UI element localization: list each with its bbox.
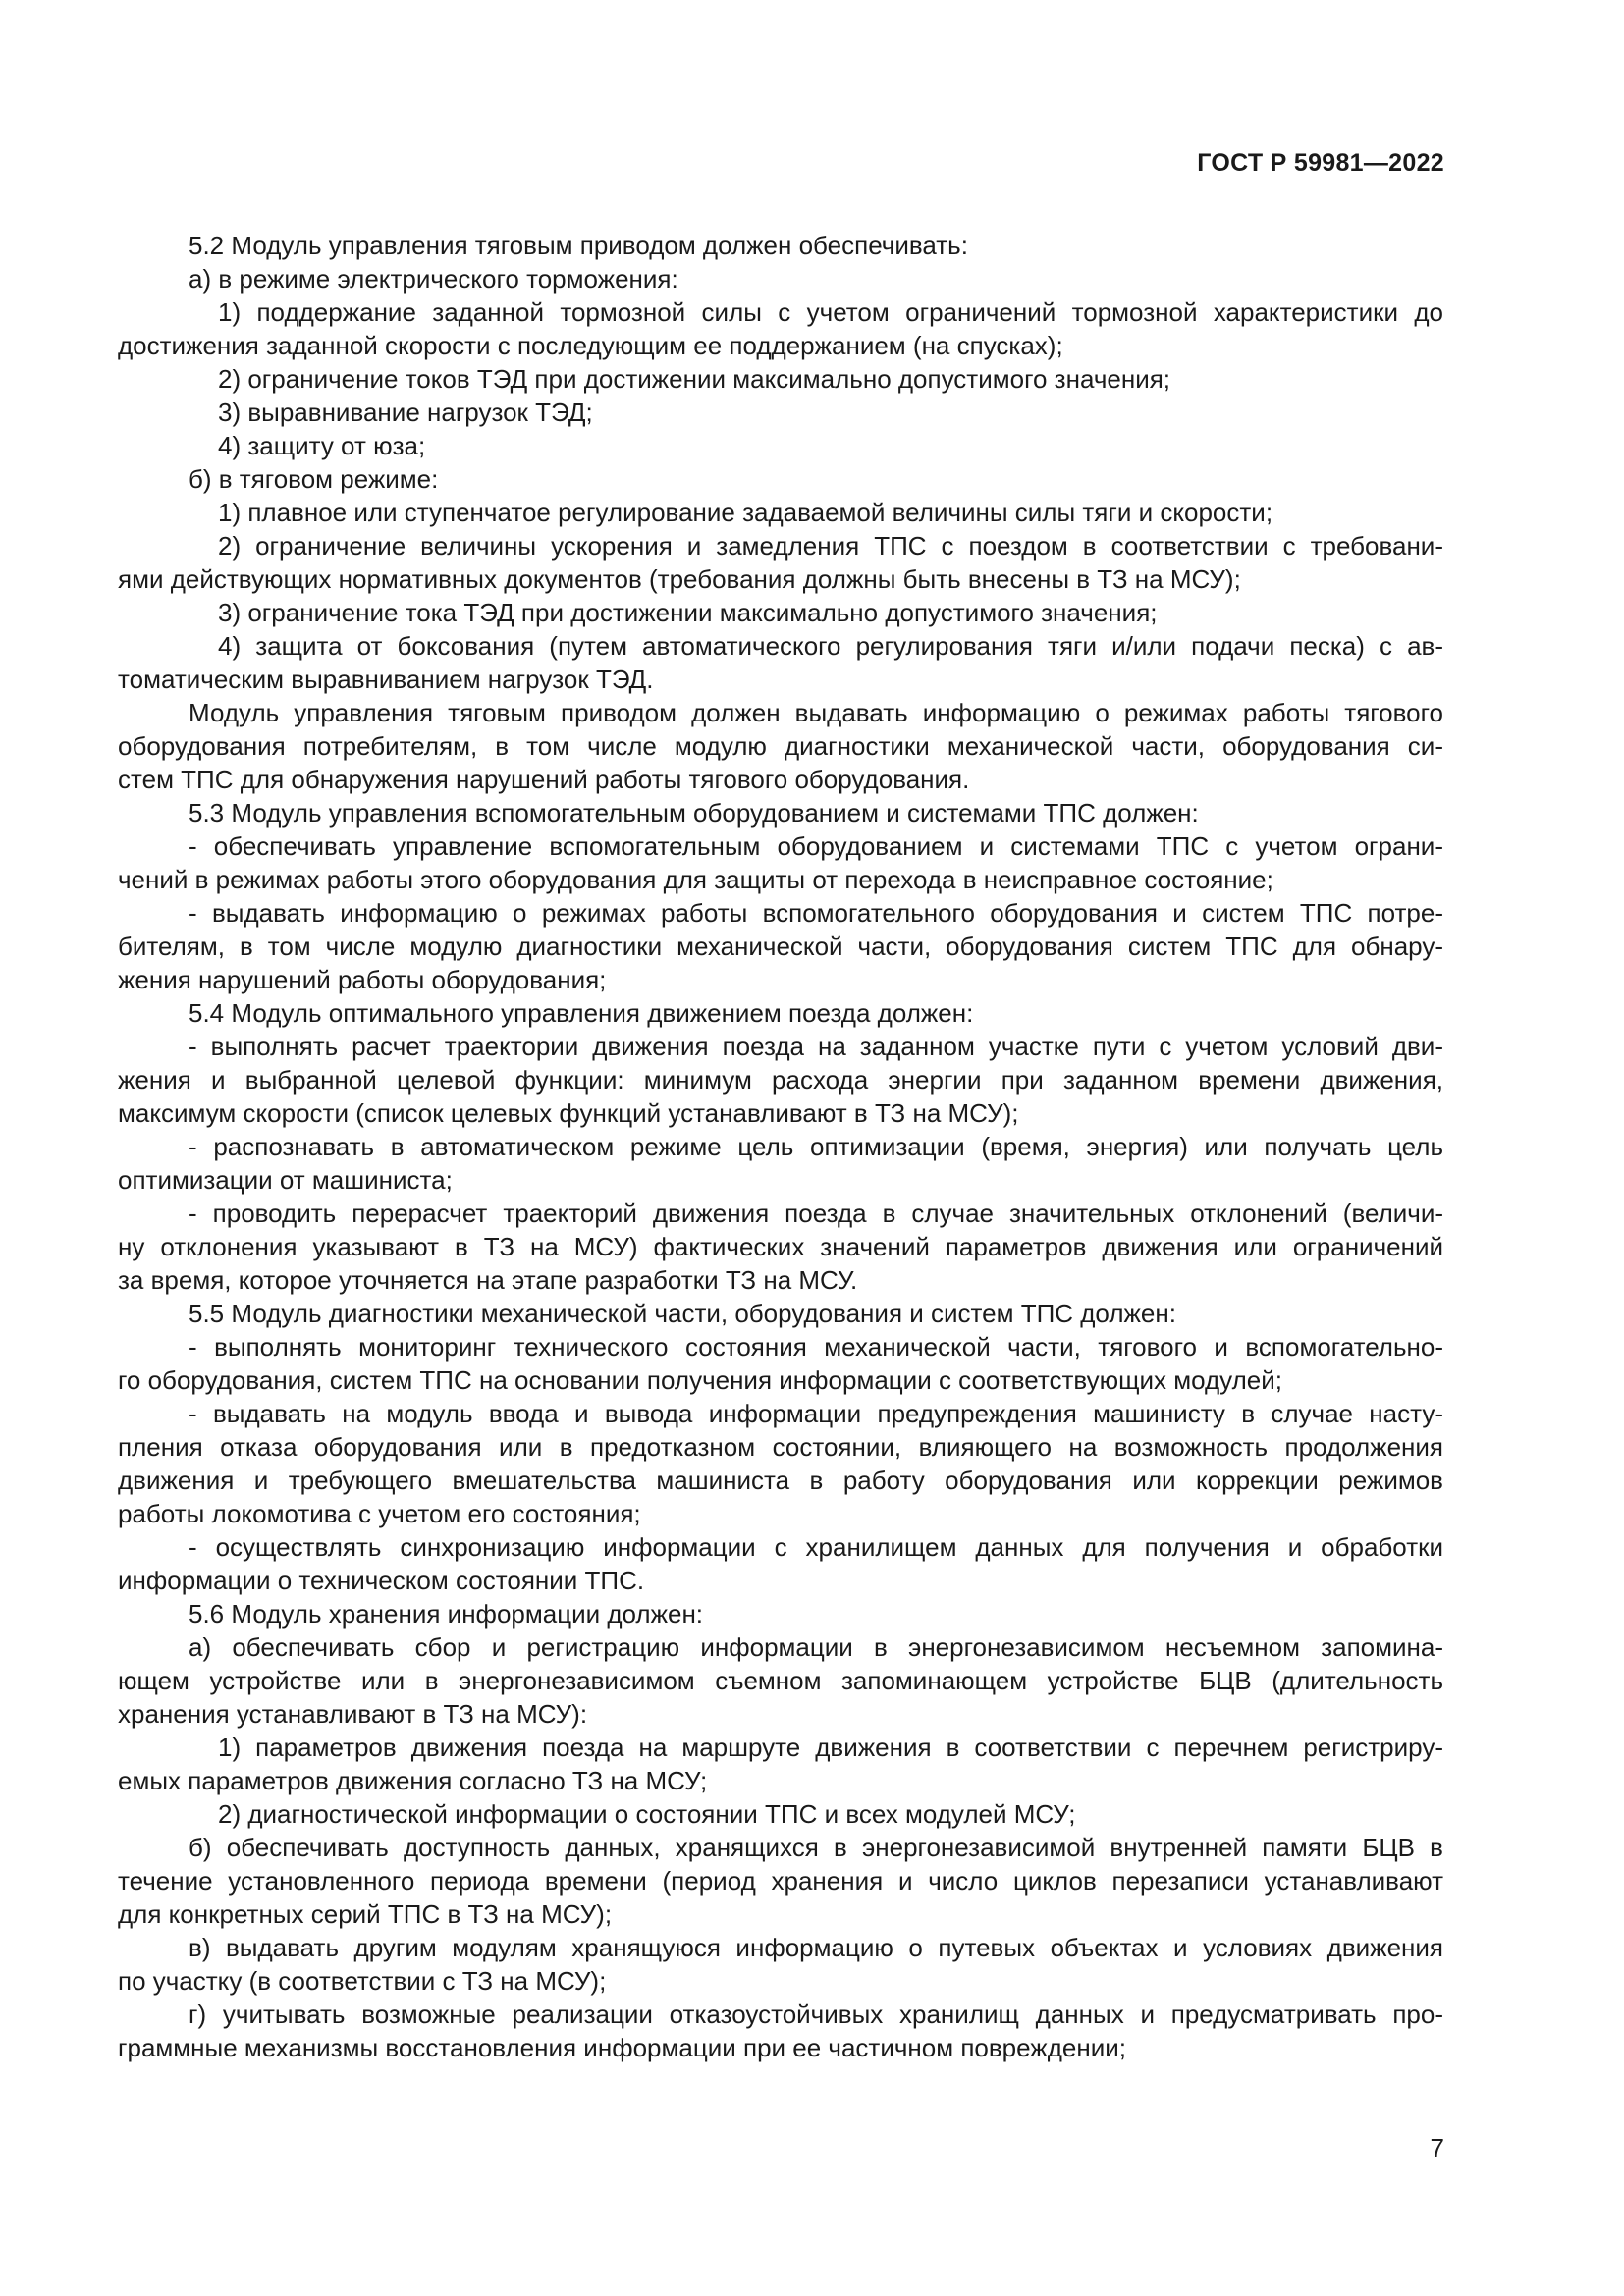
- text-line: - выполнять расчет траектории движения поезда на заданном участке пути с учетом условий дви-: [189, 1032, 1443, 1061]
- text-line: хранения устанавливают в ТЗ на МСУ):: [118, 1699, 588, 1729]
- document-body: [118, 229, 1443, 2064]
- text-line: - обеспечивать управление вспомогательным оборудованием и системами ТПС с учетом ограни-: [189, 831, 1443, 861]
- text-line: оптимизации от машиниста;: [118, 1165, 453, 1195]
- text-line: в) выдавать другим модулям хранящуюся информацию о путевых объектах и условиях движения: [189, 1933, 1443, 1962]
- text-line: 2) ограничение токов ТЭД при достижении максимально допустимого значения;: [218, 364, 1171, 394]
- text-line: по участку (в соответствии с ТЗ на МСУ);: [118, 1966, 607, 1996]
- text-line: пления отказа оборудования или в предотказном состоянии, влияющего на возможность продолжения: [118, 1432, 1443, 1462]
- text-line: 5.4 Модуль оптимального управления движением поезда должен:: [189, 998, 974, 1028]
- text-line: течение установленного периода времени (период хранения и число циклов перезаписи устанавливают: [118, 1866, 1443, 1896]
- text-line: 5.3 Модуль управления вспомогательным оборудованием и системами ТПС должен:: [189, 798, 1199, 828]
- text-line: оборудования потребителям, в том числе модулю диагностики механической части, оборудования си-: [118, 731, 1443, 761]
- text-line: - выполнять мониторинг технического состояния механической части, тягового и вспомогательно-: [189, 1332, 1443, 1362]
- text-line: ющем устройстве или в энергонезависимом съемном запоминающем устройстве БЦВ (длительность: [118, 1666, 1443, 1695]
- text-line: - выдавать информацию о режимах работы вспомогательного оборудования и систем ТПС потре-: [189, 898, 1443, 928]
- text-line: движения и требующего вмешательства машиниста в работу оборудования или коррекции режимов: [118, 1466, 1443, 1495]
- text-line: достижения заданной скорости с последующим ее поддержанием (на спусках);: [118, 331, 1063, 360]
- text-line: 4) защита от боксования (путем автоматического регулирования тяги и/или подачи песка) с ав-: [218, 631, 1443, 661]
- page-number: 7: [1430, 2133, 1444, 2163]
- text-line: информации о техническом состоянии ТПС.: [118, 1566, 645, 1595]
- text-line: за время, которое уточняется на этапе разработки ТЗ на МСУ.: [118, 1265, 858, 1295]
- text-line: работы локомотива с учетом его состояния;: [118, 1499, 641, 1528]
- text-line: го оборудования, систем ТПС на основании получения информации с соответствующих модулей;: [118, 1365, 1282, 1395]
- text-line: 3) ограничение тока ТЭД при достижении максимально допустимого значения;: [218, 598, 1158, 627]
- text-line: б) обеспечивать доступность данных, хранящихся в энергонезависимой внутренней памяти БЦВ в: [189, 1833, 1443, 1862]
- text-line: жения и выбранной целевой функции: минимум расхода энергии при заданном времени движения,: [118, 1065, 1443, 1095]
- text-line: б) в тяговом режиме:: [189, 464, 439, 494]
- text-line: томатическим выравниванием нагрузок ТЭД.: [118, 665, 654, 694]
- text-line: 2) диагностической информации о состоянии ТПС и всех модулей МСУ;: [218, 1799, 1076, 1829]
- text-line: максимум скорости (список целевых функций устанавливают в ТЗ на МСУ);: [118, 1098, 1019, 1128]
- text-line: граммные механизмы восстановления информации при ее частичном повреждении;: [118, 2033, 1126, 2062]
- text-line: - проводить перерасчет траекторий движения поезда в случае значительных отклонений (величи-: [189, 1199, 1443, 1228]
- text-line: а) обеспечивать сбор и регистрацию информации в энергонезависимом несъемном запомина-: [189, 1632, 1443, 1662]
- text-line: 4) защиту от юза;: [218, 431, 426, 460]
- text-line: - выдавать на модуль ввода и вывода информации предупреждения машинисту в случае насту-: [189, 1399, 1443, 1428]
- text-line: жения нарушений работы оборудования;: [118, 965, 607, 994]
- text-line: чений в режимах работы этого оборудования для защиты от перехода в неисправное состояние;: [118, 865, 1273, 894]
- text-line: бителям, в том числе модулю диагностики механической части, оборудования систем ТПС для обнару-: [118, 932, 1443, 961]
- text-line: стем ТПС для обнаружения нарушений работы тягового оборудования.: [118, 765, 970, 794]
- text-line: емых параметров движения согласно ТЗ на МСУ;: [118, 1766, 708, 1795]
- text-line: ями действующих нормативных документов (требования должны быть внесены в ТЗ на МСУ);: [118, 564, 1241, 594]
- text-line: 2) ограничение величины ускорения и замедления ТПС с поездом в соответствии с требовани-: [218, 531, 1443, 561]
- text-line: - осуществлять синхронизацию информации с хранилищем данных для получения и обработки: [189, 1532, 1443, 1562]
- text-line: для конкретных серий ТПС в ТЗ на МСУ);: [118, 1899, 613, 1929]
- text-line: а) в режиме электрического торможения:: [189, 264, 678, 294]
- text-line: г) учитывать возможные реализации отказоустойчивых хранилищ данных и предусматривать про-: [189, 2000, 1443, 2029]
- text-line: 5.6 Модуль хранения информации должен:: [189, 1599, 704, 1629]
- text-line: 1) поддержание заданной тормозной силы с учетом ограничений тормозной характеристики до: [218, 297, 1443, 327]
- text-line: ну отклонения указывают в ТЗ на МСУ) фактических значений параметров движения или ограничений: [118, 1232, 1443, 1261]
- text-line: 1) параметров движения поезда на маршруте движения в соответствии с перечнем регистриру-: [218, 1733, 1443, 1762]
- text-line: 5.2 Модуль управления тяговым приводом должен обеспечивать:: [189, 231, 968, 260]
- text-line: - распознавать в автоматическом режиме цель оптимизации (время, энергия) или получать цель: [189, 1132, 1443, 1161]
- text-line: 5.5 Модуль диагностики механической части, оборудования и систем ТПС должен:: [189, 1299, 1176, 1328]
- text-line: 1) плавное или ступенчатое регулирование задаваемой величины силы тяги и скорости;: [218, 498, 1273, 527]
- text-line: Модуль управления тяговым приводом должен выдавать информацию о режимах работы тягового: [189, 698, 1443, 727]
- text-line: 3) выравнивание нагрузок ТЭД;: [218, 398, 593, 427]
- document-header: ГОСТ Р 59981—2022: [1197, 149, 1444, 177]
